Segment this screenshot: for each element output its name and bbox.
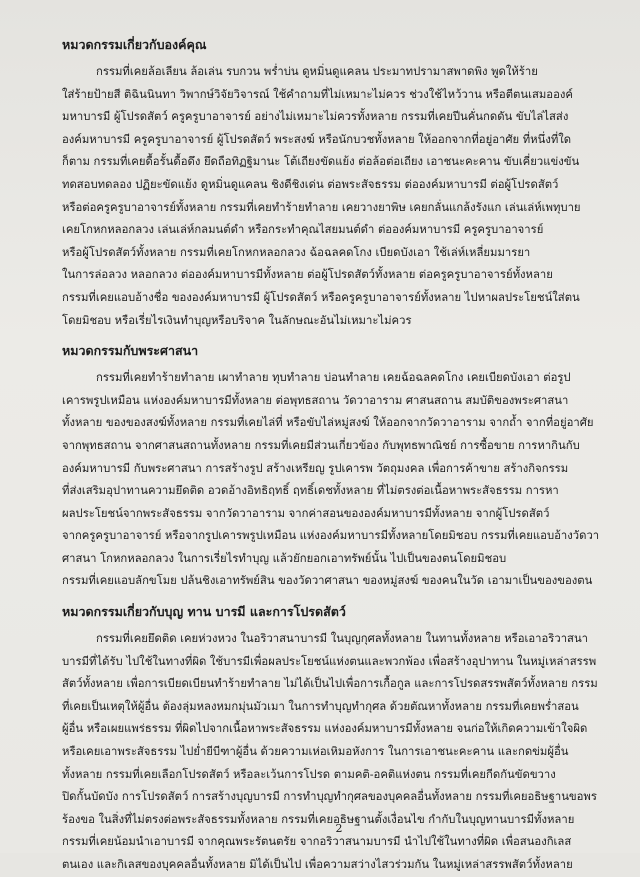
paragraph-line: ที่เคยเป็นเหตุให้ผู้อื่น ต้องลุ่มหลงหมกมุ่นมัวเมา ในการทำบุญทำกุศล ด้วยตัณหาทั้งหลาย กรรมที่เคยพร่ำสอน [62,699,579,713]
paragraph-line: กรรมที่เคยแอบอ้างชื่อ ขององค์มหาบารมี ผู้โปรดสัตว์ หรือครูครูบาอาจารย์ทั้งหลาย ไปหาผลประโยชน์ใส่ตน [62,290,580,304]
paragraph-line: ใส่ร้ายป้ายสี ติฉินนินทา วิพากษ์วิจัยวิจารณ์ ใช้คำถามที่ไม่เหมาะไม่ควร ช่วงใช้ไหว้วาน หรือตีตนเสมอองค์ [62,87,573,101]
paragraph-line: ทั้งหลาย กรรมที่เคยเลือกโปรดสัตว์ หรือละเว้นการโปรด ตามคติ-อคติแห่งตน กรรมที่เคยกีดกันขัดขวาง [62,767,556,781]
paragraph-line: กรรมที่เคยแอบลักขโมย ปล้นชิงเอาทรัพย์สิน ของวัดวาศาสนา ของหมู่สงฆ์ ของคนในวัด เอามาเป็นของของตน [62,574,593,588]
paragraph-line: ตนเอง และกิเลสของบุคคลอื่นทั้งหลาย มิได้เป็นไป เพื่อความสว่างไสวร่วมกัน ในหมู่เหล่าสรรพสัตว์ทั้งหลาย [62,858,573,871]
paragraph-line: ผู้อื่น หรือเผยแพร่ธรรม ที่ผิดไปจากเนื้อหาพระสัจธรรม แห่งองค์มหาบารมีทั้งหลาย จนก่อให้เกิดความเข้าใจผิด [62,722,588,736]
paragraph-line: หรือเคยเอาพระสัจธรรม ไปย่ำยีบีฑาผู้อื่น ด้วยความเห่อเหิมอหังการ ในการเอาชนะคะคาน และกดข่มผู้อื่น [62,745,569,759]
paragraph-line: ก็ตาม กรรมที่เคยดื้อรั้นดื้อดึง ยึดถือทิฏฐิมานะ โต้เถียงขัดแย้ง ต่อล้อต่อเถียง เอาชนะคะคาน ขับเคี่ยวแข่งขัน [62,155,580,169]
paragraph-line: กรรมที่เคยล้อเลียน ล้อเล่น รบกวน พร่ำบ่น ดูหมิ่นดูแคลน ประมาทปรามาสพาดพิง พูดให้ร้าย [96,65,538,78]
paragraph-line: บารมีที่ได้รับ ไปใช้ในทางที่ผิด ใช้บารมีเพื่อผลประโยชน์แห่งตนและพวกพ้อง เพื่อสร้างอุปาทาน ในหมู่เหล่าสรรพ [62,654,597,668]
paragraph-line: เคยโกหกหลอกลวง เล่นเล่ห์กลมนต์ดำ หรือกระทำคุณไสยมนต์ดำ ต่อองค์มหาบารมี ครูครูบาอาจารย์ [62,223,544,237]
paragraph-line: ปิดกั้นบัดบัง การโปรดสัตว์ การสร้างบุญบารมี การทำบุญทำกุศลของบุคคลอื่นทั้งหลาย กรรมที่เคยอธิษฐานขอพร [62,790,597,804]
paragraph-line: จากพุทธสถาน จากศาสนสถานทั้งหลาย กรรมที่เคยมีส่วนเกี่ยวข้อง กับพุทธพาณิชย์ การซื้อขาย การหากินกับ [62,438,580,452]
paragraph-line: จากครูครูบาอาจารย์ หรือจากรูปเคารพรูปเหมือน แห่งองค์มหาบารมีทั้งหลายโดยมิชอบ กรรมที่เคยแอบอ้างวัดวา [62,529,600,543]
section-merit [62,603,616,877]
paragraph-line: สัตว์ทั้งหลาย เพื่อการเบียดเบียนทำร้ายทำลาย ไม่ได้เป็นไปเพื่อการเกื้อกูล และการโปรดสรรพสัตว์ทั้งหลาย กรรม [62,677,598,691]
paragraph-line: องค์มหาบารมี ครูครูบาอาจารย์ ผู้โปรดสัตว์ พระสงฆ์ หรือนักบวชทั้งหลาย ให้ออกจากที่อยู่อาศัย ที่หนึ่งที่ใด [62,132,572,146]
paragraph-line: องค์มหาบารมี กับพระศาสนา การสร้างรูป สร้างเหรียญ รูปเคารพ วัตถุมงคล เพื่อการค้าขาย สร้างกิจกรรม [62,461,569,475]
paragraph-line: ศาสนา โกหกหลอกลวง ในการเรี่ยไรทำบุญ แล้วยักยอกเอาทรัพย์นั้น ไปเป็นของตนโดยมิชอบ [62,551,507,565]
paragraph-line: ที่ส่งเสริมอุปาทานความยึดติด อวดอ้างอิทธิฤทธิ์ ฤทธิ์เดชทั้งหลาย ที่ไม่ตรงต่อเนื้อหาพระสัจธรรม การหา [62,484,559,498]
paragraph-line: กรรมที่เคยยึดติด เคยห่วงหวง ในอริวาสนาบารมี ในบุญกุศลทั้งหลาย ในทานทั้งหลาย หรือเอาอริวาสนา [96,632,589,646]
paragraph-line: ร้องขอ ในสิ่งที่ไม่ตรงต่อพระสัจธรรมทั้งหลาย กรรมที่เคยอธิษฐานตั้งเงื่อนไข กำกับในบุญทานบารมีทั้งหลาย [62,812,575,826]
section-virtues [62,36,616,332]
paragraph-line: โดยมิชอบ หรือเรี่ยไรเงินทำบุญหรือบริจาค ในลักษณะอันไม่เหมาะไม่ควร [62,313,412,327]
paragraph-line: ทั้งหลาย ของของสงฆ์ทั้งหลาย กรรมที่เคยไล่ที่ หรือขับไล่หมู่สงฆ์ ให้ออกจากวัดวาอาราม จากถ้ำ จากที่อยู่อาศัย [62,416,594,430]
paragraph-line: ทดสอบทดลอง ปฏิยะขัดแย้ง ดูหมิ่นดูแคลน ชิงดีชิงเด่น ต่อพระสัจธรรม ต่อองค์มหาบารมี ต่อผู้โปรดสัตว์ [62,177,559,191]
paragraph-line: หรือผู้โปรดสัตว์ทั้งหลาย กรรมที่เคยโกหกหลอกลวง ฉ้อฉลคดโกง เบียดบังเอา ใช้เล่ห์เหลี่ยมมารยา [62,245,531,259]
section-religion [62,342,616,593]
paragraph-line: ผลประโยชน์จากพระสัจธรรม จากวัดวาอาราม จากค่าสอนขององค์มหาบารมีทั้งหลาย จากผู้โปรดสัตว์ [62,506,550,520]
section-heading: หมวดกรรมกับพระศาสนา [62,343,199,359]
section-heading: หมวดกรรมเกี่ยวกับองค์คุณ [62,37,207,52]
section-heading: หมวดกรรมเกี่ยวกับบุญ ทาน บารมี และการโปรดสัตว์ [62,604,346,620]
paragraph-line: กรรมที่เคยน้อมนำเอาบารมี จากคุณพระรัตนตรัย จากอริวาสนามบารมี นำไปใช้ในทางที่ผิด เพื่อสนองกิเลส [62,835,572,849]
paragraph-line: กรรมที่เคยทำร้ายทำลาย เผาทำลาย ทุบทำลาย บ่อนทำลาย เคยฉ้อฉลคดโกง เคยเบียดบังเอา ต่อรูป [96,371,571,385]
paragraph-line: มหาบารมี ผู้โปรดสัตว์ ครูครูบาอาจารย์ อย่างไม่เหมาะไม่ควรทั้งหลาย กรรมที่เคยปีนคั่นกดดัน ขับไล่ไสส่ง [62,110,569,124]
paragraph-line: หรือต่อครูครูบาอาจารย์ทั้งหลาย กรรมที่เคยทำร้ายทำลาย เคยวางยาพิษ เคยกลั่นแกล้งรังแก เล่นเล่ห์เพทุบาย [62,200,581,214]
document-body [62,36,616,877]
paragraph-line: เคารพรูปเหมือน แห่งองค์มหาบารมีทั้งหลาย ต่อพุทธสถาน วัดวาอาราม ศาสนสถาน สมบัติของพระศาสนา [62,393,569,407]
paragraph-line: ในการล่อลวง หลอกลวง ต่อองค์มหาบารมีทั้งหลาย ต่อผู้โปรดสัตว์ทั้งหลาย ต่อครูครูบาอาจารย์ทั้งหลาย [62,268,553,282]
page-number: 2 [335,822,343,835]
